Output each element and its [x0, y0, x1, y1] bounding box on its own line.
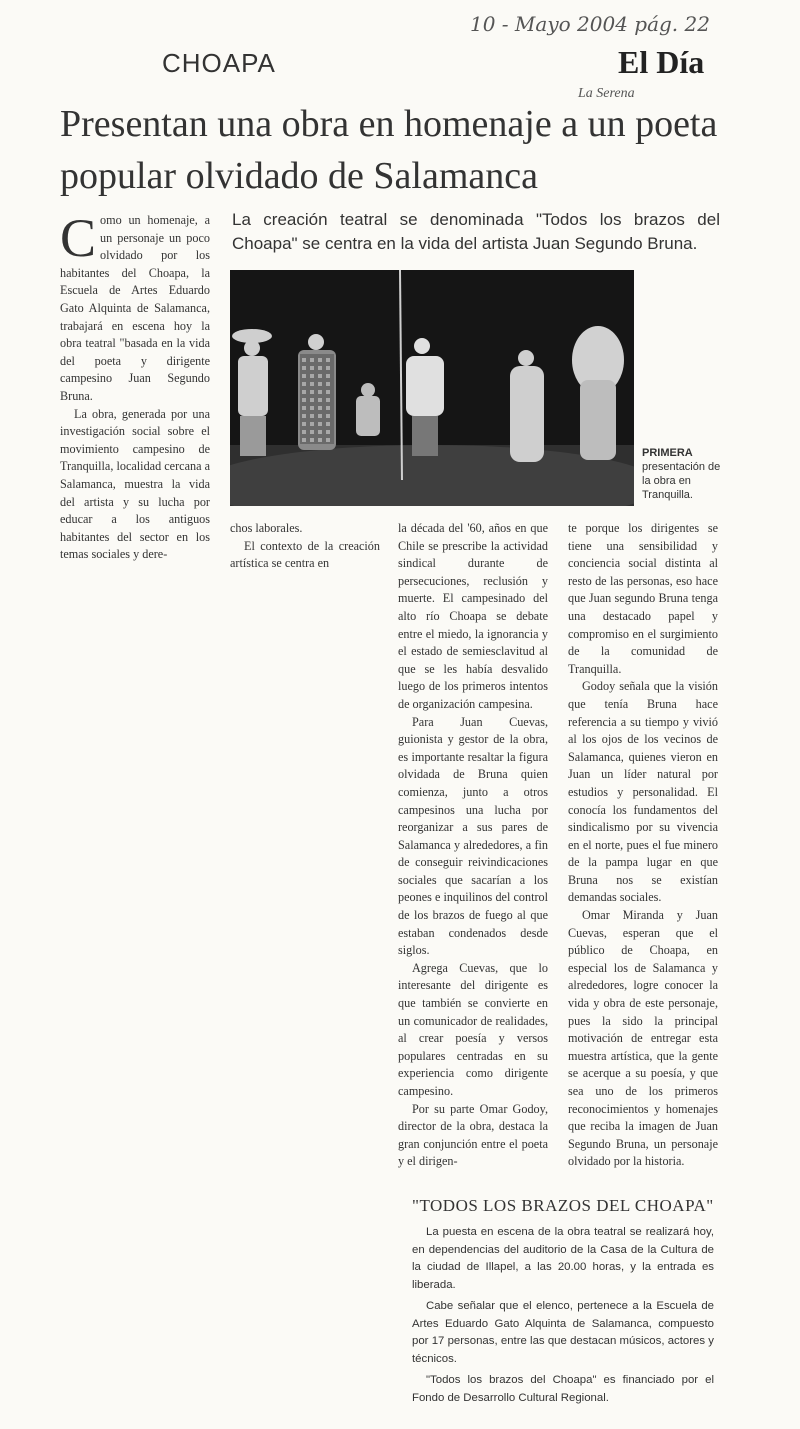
performance-photo-graphic [230, 270, 634, 506]
sidebar-box-paragraph: La puesta en escena de la obra teatral se realizará hoy, en dependencias del auditorio de la Casa de la Cultura de la ciudad de Illapel, a las 20.00 horas, y la entrada es liberada. [412, 1226, 714, 1291]
caption-lead: PRIMERA [642, 447, 693, 459]
sidebar-box-paragraph: "Todos los brazos del Choapa" es financiado por el Fondo de Desarrollo Cultural Regional. [412, 1374, 714, 1404]
sidebar-box-title: "TODOS LOS BRAZOS DEL CHOAPA" [412, 1196, 714, 1215]
section-label: CHOAPA [162, 48, 276, 78]
article-deck: La creación teatral se denominada "Todos los brazos del Choapa" se centra en la vida del artista Juan Segundo Bruna. [232, 210, 720, 253]
article-column-4 [568, 520, 718, 1171]
col3-paragraph: la década del '60, años en que Chile se prescribe la actividad sindical durante de persecuciones, reclusión y muerte. El campesinado del alto río Choapa se debate entre el miedo, la ignorancia y el estado de semiesclavitud al que se les había desvalido luego de los primeros intentos de organización campesina. [398, 521, 548, 711]
caption-text: presentación de la obra en Tranquilla. [642, 461, 721, 501]
col2-paragraph: chos laborales. [230, 521, 303, 535]
col4-paragraph: Omar Miranda y Juan Cuevas, esperan que el público de Choapa, en especial los de Salamanca y alrededores, logre conocer la vida y obra de este personaje, pues la sido la principal motivación de entregar esta muestra artística, que la gente se acerque a su poesía, y que sea uno de los primeros reconocimientos y homenajes que reciba la imagen de Juan Segundo Bruna, un personaje olvidado por la historia. [568, 908, 718, 1169]
col4-paragraph: Godoy señala que la visión que tenía Bruna hace referencia a su tiempo y vivió al los ojos de los vecinos de Salamanca, quienes vieron en Juan un líder natural por estudios y personalidad. El conocía los fundamentos del sindicalismo por su vivencia en el norte, pues el fue minero de la pampa lugar en que Bruna nos se existían demandas sociales. [568, 679, 718, 905]
newspaper-name: El Día [618, 44, 705, 80]
newspaper-city-note: La Serena [578, 86, 635, 101]
article-headline: Presentan una obra en homenaje a un poeta popular olvidado de Salamanca [60, 103, 718, 197]
article-column-3 [398, 520, 548, 1171]
sidebar-box-paragraph: Cabe señalar que el elenco, pertenece a la Escuela de Artes Eduardo Gato Alquinta de Salamanca, compuesto por 17 personas, entre las que destacan músicos, actores y técnicos. [412, 1300, 714, 1365]
col1-paragraph: La obra, generada por una investigación social sobre el movimiento campesino de Tranquilla, localidad cercana a Salamanca, muestra la vida del artista y su lucha por educar a los antiguos habitantes del sector en los temas sociales y dere- [60, 406, 210, 562]
col4-paragraph: te porque los dirigentes se tiene una sensibilidad y conciencia social distinta al resto de las personas, eso hace que Juan segundo Bruna tenga una destacado papel y compromiso en el surgimiento de la comunidad de Tranquilla. [568, 521, 718, 676]
handwritten-date-note: 10 - Mayo 2004 pág. 22 [470, 12, 710, 36]
col3-paragraph: Para Juan Cuevas, guionista y gestor de la obra, es importante resaltar la figura olvidada de Bruna quien comienza, junto a otros campesinos una lucha por reorganizar a sus pares de Salamanca y alrededores, a fin de conseguir reivindicaciones sociales que sacarían a los peones e inquilinos del control de los brazos de fuego al que estaban condenados desde siglos. [398, 714, 548, 958]
performance-photo [230, 270, 634, 506]
drop-cap: C [60, 208, 97, 268]
article-column-1 [60, 208, 210, 564]
col3-paragraph: Por su parte Omar Godoy, director de la obra, destaca la gran conjunción entre el poeta y el dirigen- [398, 1101, 548, 1169]
photo-caption [642, 446, 722, 502]
col2-paragraph: El contexto de la creación artística se centra en [230, 538, 380, 571]
col1-paragraph: omo un homenaje, a un personaje un poco olvidado por los habitantes del Choapa, la Escuela de Artes Eduardo Gato Alquinta de Salamanca, trabajará en escena hoy la obra teatral "basada en la vida del poeta y dirigente campesino Juan Segundo Bruna. [60, 213, 210, 403]
article-column-2 [230, 520, 380, 573]
sidebar-box-text [412, 1224, 714, 1411]
col3-paragraph: Agrega Cuevas, que lo interesante del dirigente es que también se convierte en un comunicador de realidades, al crear poesía y versos populares centradas en su experiencia como dirigente campesino. [398, 960, 548, 1098]
